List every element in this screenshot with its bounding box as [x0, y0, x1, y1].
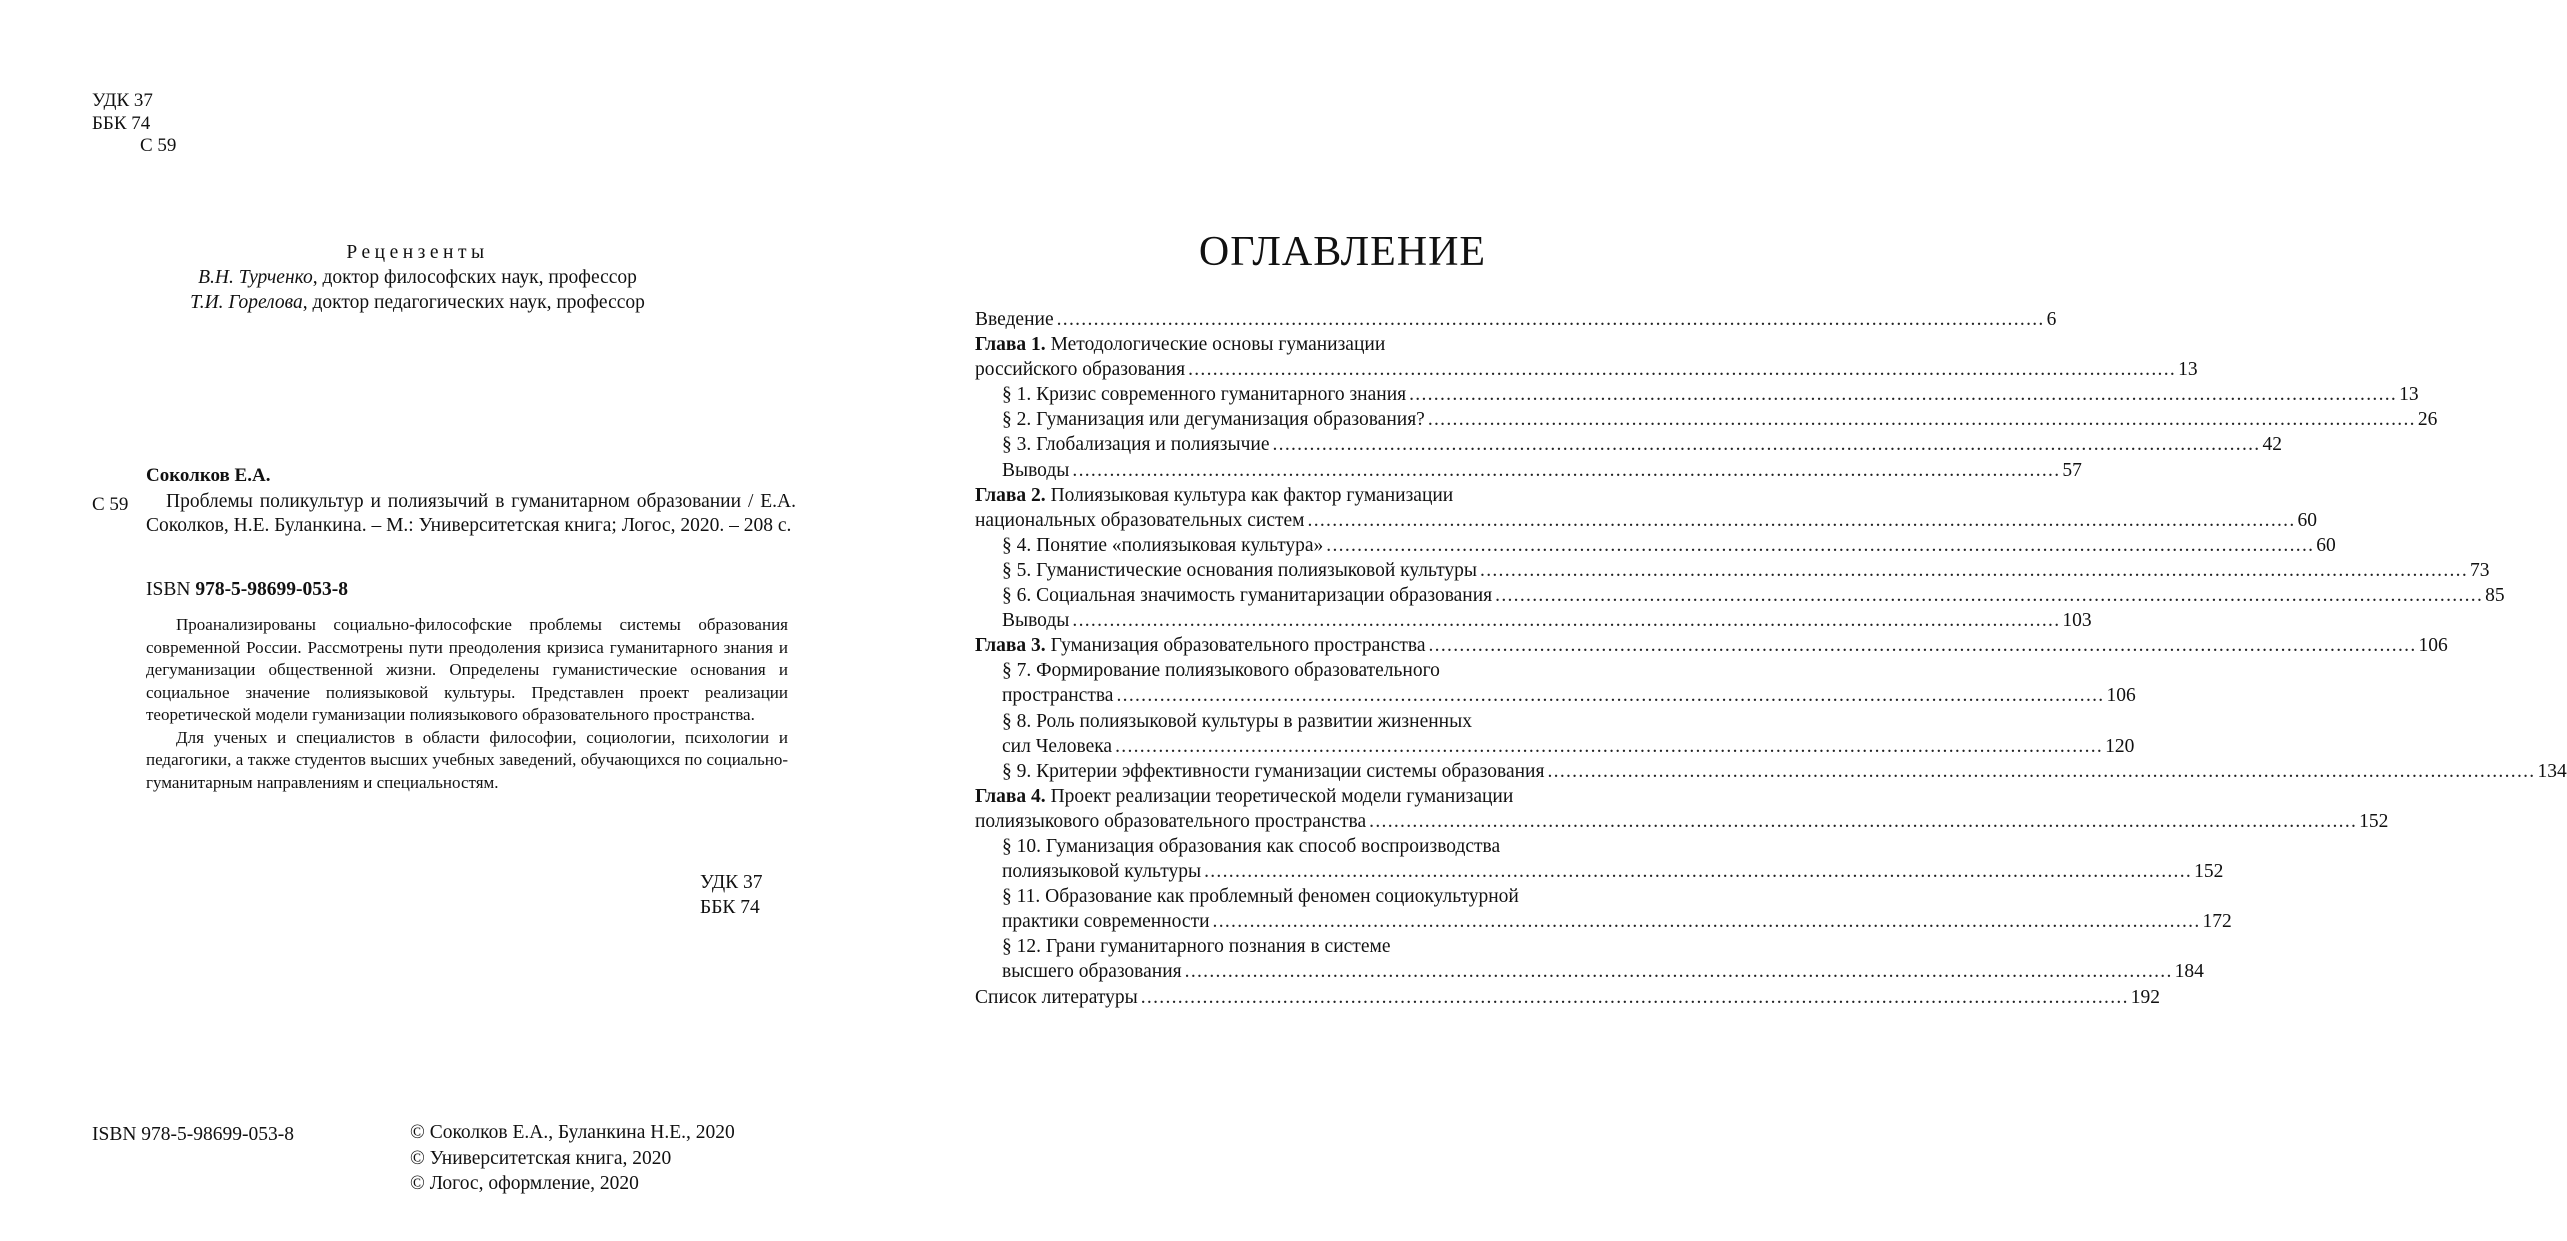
reviewer-2-title: , доктор педагогических наук, профессор: [302, 292, 645, 313]
toc-section-7-heading[interactable]: § 7. Формирование полиязыкового образовательного: [1002, 660, 1440, 682]
toc-section-11-heading[interactable]: § 11. Образование как проблемный феномен социокультурной: [1002, 886, 1519, 908]
toc-section-3[interactable]: § 3. Глобализация и полиязычие ................................................................................................................................................................ 42: [975, 432, 1669, 457]
toc-section-6[interactable]: § 6. Социальная значимость гуманитаризации образования ................................................................................................................................................................ 85: [975, 583, 1669, 608]
toc-references[interactable]: Список литературы ................................................................................................................................................................ 192: [975, 985, 1669, 1010]
toc-page-number: 184: [2174, 961, 2204, 983]
catalog-isbn: [146, 579, 348, 601]
leader-dots: ................................................................................................................................................................: [1212, 911, 2201, 933]
catalog-author: Соколков Е.А.: [146, 465, 271, 486]
isbn-value: 978-5-98699-053-8: [195, 579, 349, 600]
toc-chapter-1-heading[interactable]: Глава 1. Методологические основы гуманизации: [975, 334, 1386, 356]
leader-dots: ................................................................................................................................................................: [1427, 409, 2416, 431]
reviewer-1-name: В.Н. Турченко: [198, 267, 313, 288]
leader-dots: ................................................................................................................................................................: [1326, 534, 2315, 556]
leader-dots: ................................................................................................................................................................: [1072, 610, 2061, 632]
toc-page-number: 57: [2062, 459, 2082, 481]
leader-dots: ................................................................................................................................................................: [1188, 359, 2177, 381]
toc-chapter-2-heading[interactable]: Глава 2. Полиязыковая культура как фактор гуманизации: [975, 484, 1454, 506]
toc-section-10-heading[interactable]: § 10. Гуманизация образования как способ воспроизводства: [1002, 835, 1501, 857]
chapter-label: Глава 1.: [975, 334, 1046, 356]
copyright-line: © Логос, оформление, 2020: [410, 1173, 639, 1194]
toc-section-11[interactable]: практики современности ................................................................................................................................................................ 172: [975, 909, 1669, 934]
footer-isbn: ISBN 978-5-98699-053-8: [92, 1124, 295, 1145]
leader-dots: ................................................................................................................................................................: [1480, 559, 2469, 581]
chapter-label: Глава 4.: [975, 785, 1046, 807]
toc-page-number: 6: [2046, 309, 2057, 330]
toc-page-number: 26: [2417, 409, 2438, 431]
reviewer-1-title: , доктор философских наук, профессор: [312, 267, 637, 288]
catalog-code: С 59: [92, 494, 129, 515]
toc-chapter-2[interactable]: национальных образовательных систем ................................................................................................................................................................ 60: [975, 508, 1669, 533]
bibliographic-description: Проблемы поликультур и полиязычий в гуманитарном образовании / Е.А. Соколков, Н.Е. Буланкина. – М.: Университетская книга; Логос, 2020. – 208 с.: [146, 491, 796, 536]
leader-dots: ................................................................................................................................................................: [1115, 735, 2104, 757]
toc-section-9[interactable]: § 9. Критерии эффективности гуманизации системы образования ................................................................................................................................................................ 134: [975, 759, 1669, 784]
toc-chapter-4[interactable]: полиязыкового образовательного пространства ................................................................................................................................................................ 152: [975, 809, 1669, 834]
toc-section-12-heading[interactable]: § 12. Грани гуманитарного познания в системе: [1002, 936, 1391, 958]
classification-block: [92, 90, 176, 158]
bbk-code-lower: ББК 74: [700, 896, 760, 918]
reviewer-2-name: Т.И. Горелова: [190, 292, 303, 313]
toc-page-number: 134: [2537, 760, 2567, 782]
leader-dots: ................................................................................................................................................................: [1272, 434, 2261, 456]
copyright-line: © Соколков Е.А., Буланкина Н.Е., 2020: [410, 1122, 735, 1143]
reviewers-heading: Рецензенты: [346, 242, 489, 263]
copyright-block: [410, 1120, 735, 1197]
toc-chapter-4-heading[interactable]: Глава 4. Проект реализации теоретической модели гуманизации: [975, 785, 1514, 807]
toc-page-number: 106: [2418, 635, 2448, 657]
toc-chapter-1[interactable]: российского образования ................................................................................................................................................................ 13: [975, 357, 1669, 382]
leader-dots: ................................................................................................................................................................: [1428, 635, 2417, 657]
udk-code: УДК 37: [92, 90, 153, 111]
leader-dots: ................................................................................................................................................................: [1140, 986, 2129, 1008]
toc-section-8[interactable]: сил Человека ................................................................................................................................................................ 120: [975, 734, 1669, 759]
toc-section-12[interactable]: высшего образования ................................................................................................................................................................ 184: [975, 959, 1669, 984]
toc-conclusions-2[interactable]: Выводы ................................................................................................................................................................ 103: [975, 608, 1669, 633]
reviewer-2: [0, 290, 835, 315]
leader-dots: ................................................................................................................................................................: [1307, 509, 2296, 531]
toc-section-5[interactable]: § 5. Гуманистические основания полиязыковой культуры ................................................................................................................................................................ 73: [975, 558, 1669, 583]
toc-page-number: 103: [2062, 610, 2092, 632]
toc-page-number: 13: [2399, 384, 2419, 406]
toc-page-number: 152: [2194, 861, 2224, 883]
chapter-label: Глава 2.: [975, 484, 1046, 506]
leader-dots: ................................................................................................................................................................: [1409, 384, 2398, 406]
table-of-contents: [975, 307, 2567, 1010]
leader-dots: ................................................................................................................................................................: [1495, 585, 2484, 607]
toc-page-number: 172: [2202, 911, 2232, 933]
toc-page-number: 120: [2105, 735, 2135, 757]
leader-dots: ................................................................................................................................................................: [1369, 810, 2358, 832]
toc-section-1[interactable]: § 1. Кризис современного гуманитарного знания ................................................................................................................................................................ 13: [975, 382, 1669, 407]
toc-page-number: 13: [2178, 359, 2198, 381]
reviewer-1: [0, 265, 835, 290]
toc-page-number: 73: [2470, 559, 2490, 581]
bbk-code: ББК 74: [92, 112, 151, 134]
toc-page-number: 60: [2297, 509, 2318, 531]
isbn-label: ISBN: [146, 579, 196, 600]
toc-section-8-heading[interactable]: § 8. Роль полиязыковой культуры в развитии жизненных: [1002, 710, 1472, 732]
toc-page-number: 60: [2316, 534, 2336, 556]
author-mark: С 59: [140, 135, 177, 156]
toc-page-number: 152: [2359, 810, 2389, 832]
toc-page-number: 106: [2106, 685, 2136, 707]
leader-dots: ................................................................................................................................................................: [1547, 760, 2536, 782]
udk-block-lower: [700, 871, 763, 920]
toc-section-4[interactable]: § 4. Понятие «полиязыковая культура» ................................................................................................................................................................ 60: [975, 533, 1669, 558]
abstract-paragraph-2: Для ученых и специалистов в области философии, социологии, психологии и педагогики, а также студентов высших учебных заведений, обучающихся по социально-гуманитарным направлениям и специальностям.: [146, 727, 788, 792]
leader-dots: ................................................................................................................................................................: [1116, 685, 2105, 707]
toc-entry-intro[interactable]: Введение ................................................................................................................................................................ 6: [975, 307, 1669, 332]
copyright-line: © Университетская книга, 2020: [410, 1147, 672, 1169]
toc-section-7[interactable]: пространства ................................................................................................................................................................ 106: [975, 683, 1669, 708]
leader-dots: ................................................................................................................................................................: [1056, 309, 2045, 330]
leader-dots: ................................................................................................................................................................: [1072, 459, 2061, 481]
toc-page-number: 42: [2262, 434, 2282, 456]
toc-page-number: 85: [2485, 585, 2505, 607]
abstract: [146, 614, 788, 794]
leader-dots: ................................................................................................................................................................: [1204, 861, 2193, 883]
toc-page-number: 192: [2130, 986, 2160, 1008]
toc-chapter-3[interactable]: Глава 3. Гуманизация образовательного пространства ................................................................................................................................................................ 106: [975, 633, 1669, 658]
toc-section-2[interactable]: § 2. Гуманизация или дегуманизация образования? ................................................................................................................................................................ 26: [975, 407, 1669, 432]
toc-section-10[interactable]: полиязыковой культуры ................................................................................................................................................................ 152: [975, 859, 1669, 884]
abstract-paragraph-1: Проанализированы социально-философские проблемы системы образования современной России. Рассмотрены пути преодоления кризиса гуманитарного знания и дегуманизации общественной жизни. Определены гуманистические основания и социальное значение полиязыковой культуры. Представлен проект реализации теоретической модели гуманизации полиязыкового образовательного пространства.: [146, 615, 788, 724]
toc-title: ОГЛАВЛЕНИЕ: [1198, 229, 1487, 275]
toc-conclusions-1[interactable]: Выводы ................................................................................................................................................................ 57: [975, 458, 1669, 483]
leader-dots: ................................................................................................................................................................: [1184, 961, 2173, 983]
reviewers-block: [0, 240, 835, 315]
udk-code-lower: УДК 37: [700, 872, 763, 893]
chapter-label: Глава 3.: [975, 635, 1046, 657]
